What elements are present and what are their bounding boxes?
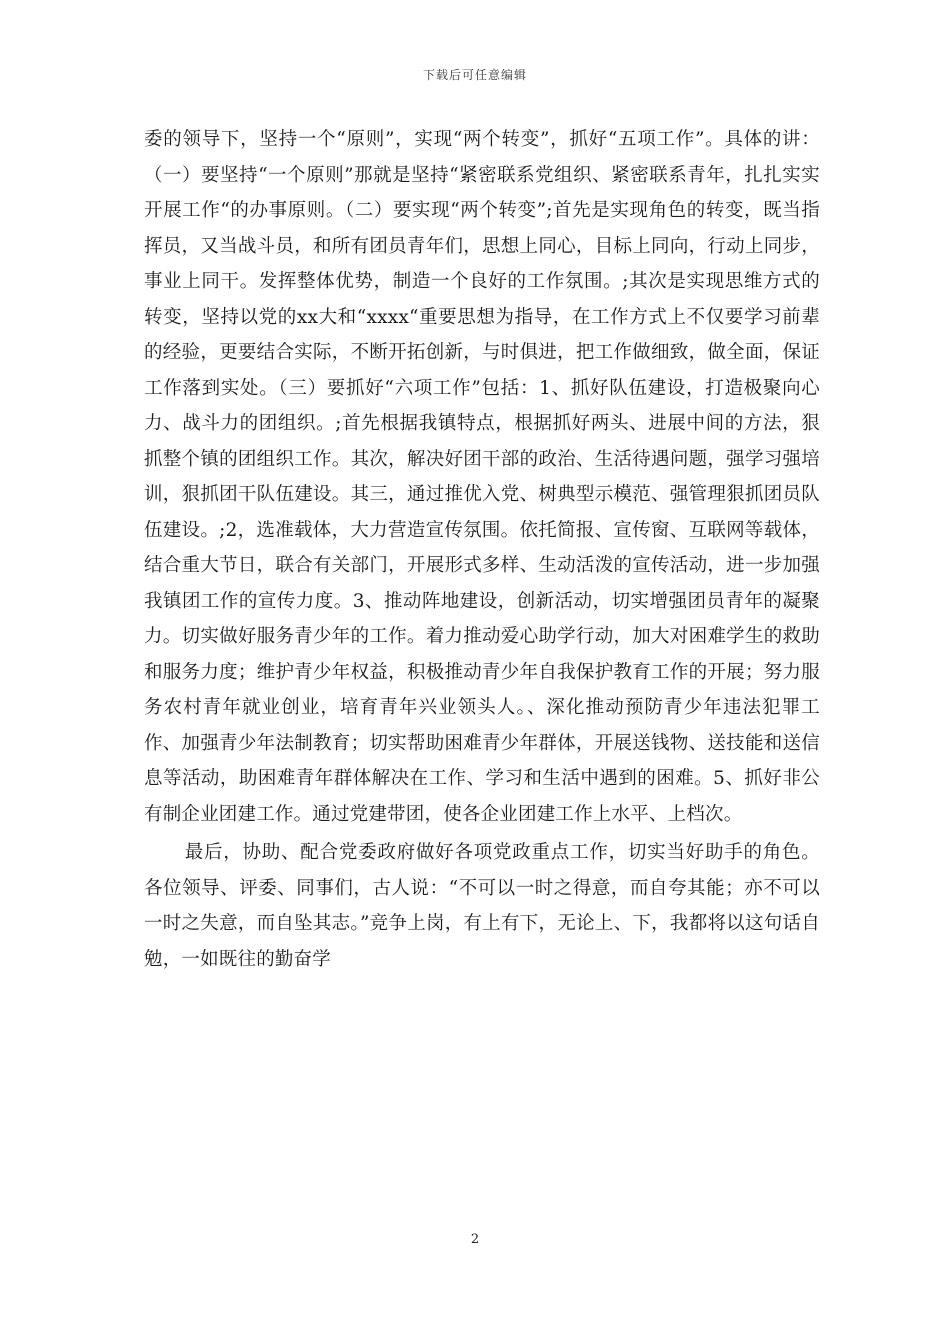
header-note: 下载后可任意编辑	[422, 68, 527, 82]
body-text	[144, 122, 820, 977]
page-number: 2	[470, 1232, 480, 1247]
paragraph-2: 最后，协助、配合党委政府做好各项党政重点工作，切实当好助手的角色。各位领导、评委、同事们，古人说：“不可以一时之得意，而自夸其能；亦不可以一时之失意，而自坠其志。”竞争上岗，有上有下，无论上、下，我都将以这句话自勉，一如既往的勤奋学	[144, 842, 820, 970]
paragraph-1: 委的领导下，坚持一个“原则”，实现“两个转变”，抓好“五项工作”。具体的讲：（一）要坚持“一个原则”那就是坚持“紧密联系党组织、紧密联系青年，扎扎实实开展工作“的办事原则。（二）要实现“两个转变”;首先是实现角色的转变，既当指挥员，又当战斗员，和所有团员青年们，思想上同心，目标上同向，行动上同步，事业上同干。发挥整体优势，制造一个良好的工作氛围。;其次是实现思维方式的转变，坚持以党的xx大和“xxxx“重要思想为指导，在工作方式上不仅要学习前辈的经验，更要结合实际，不断开拓创新，与时俱进，把工作做细致，做全面，保证工作落到实处。（三）要抓好“六项工作”包括：1、抓好队伍建设，打造极聚向心力、战斗力的团组织。;首先根据我镇特点，根据抓好两头、进展中间的方法，狠抓整个镇的团组织工作。其次，解决好团干部的政治、生活待遇问题，强学习强培训，狠抓团干队伍建设。其三，通过推优入党、树典型示模范、强管理狠抓团员队伍建设。;2，选准载体，大力营造宣传氛围。依托简报、宣传窗、互联网等载体，结合重大节日，联合有关部门，开展形式多样、生动活泼的宣传活动，进一步加强我镇团工作的宣传力度。3、推动阵地建设，创新活动，切实增强团员青年的凝聚力。切实做好服务青少年的工作。着力推动爱心助学行动，加大对困难学生的救助和服务力度；维护青少年权益，积极推动青少年自我保护教育工作的开展；努力服务农村青年就业创业，培育青年兴业领头人。、深化推动预防青少年违法犯罪工作、加强青少年法制教育；切实帮助困难青少年群体，开展送钱物、送技能和送信息等活动，助困难青年群体解决在工作、学习和生活中遇到的困难。5、抓好非公有制企业团建工作。通过党建带团，使各企业团建工作上水平、上档次。	[144, 129, 820, 825]
